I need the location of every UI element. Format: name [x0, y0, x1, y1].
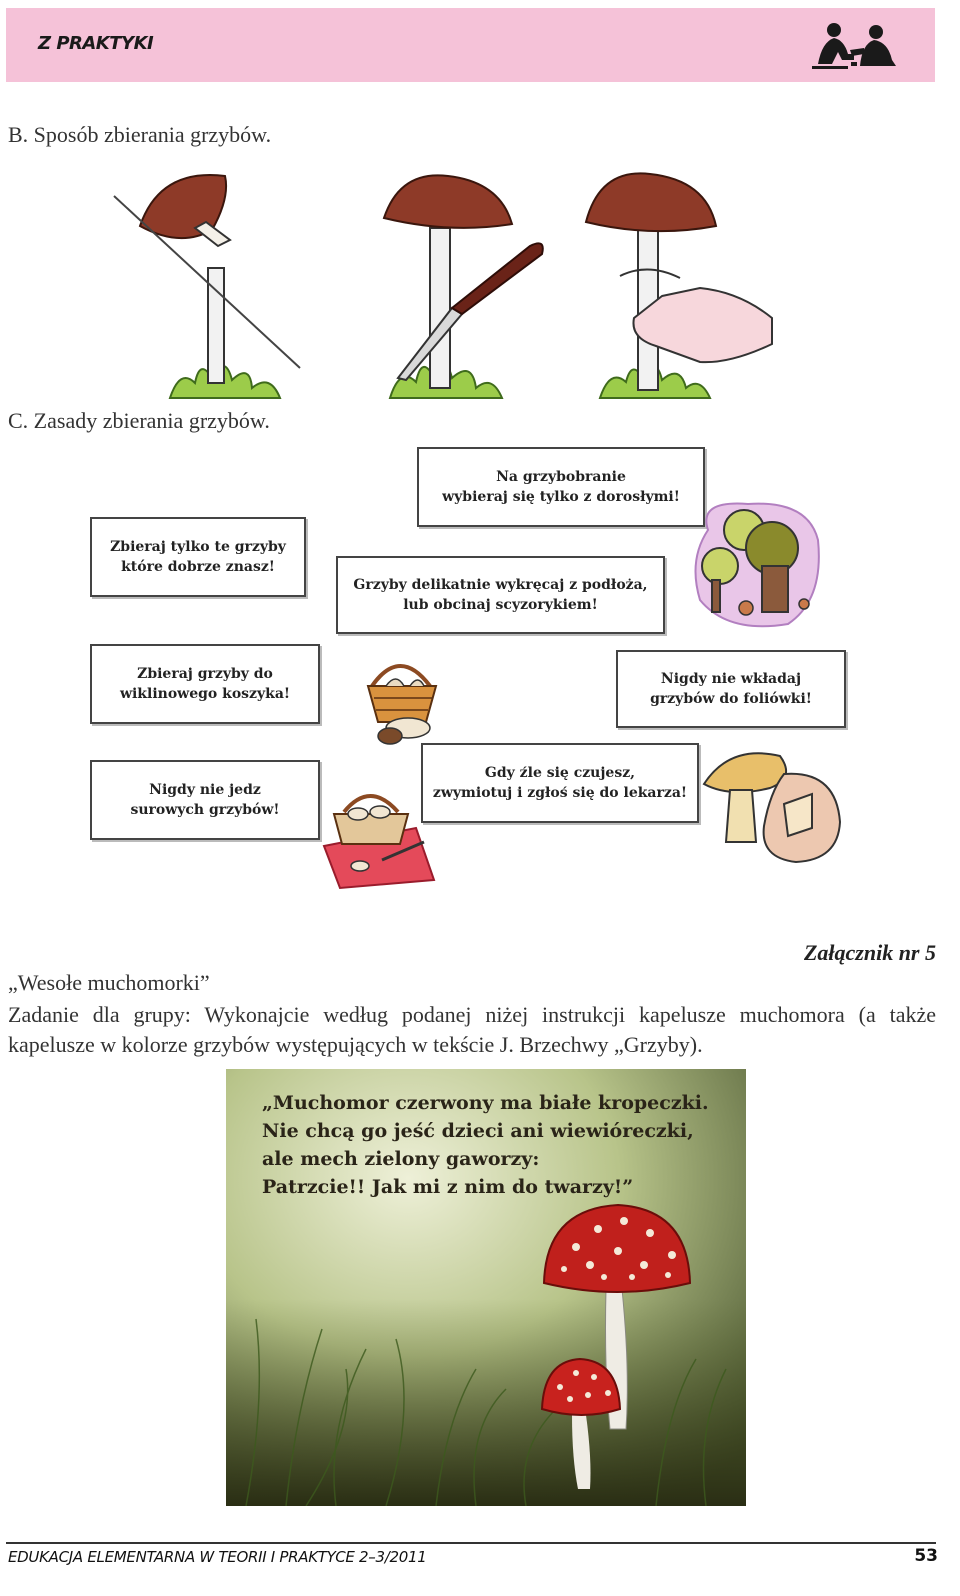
- section-c-heading: C. Zasady zbierania grzybów.: [8, 408, 270, 433]
- fly-agaric-photo: [226, 1069, 746, 1506]
- rule-box: Grzyby delikatnie wykręcaj z podłoża, lub obcinaj scyzorykiem!: [336, 556, 665, 634]
- rule-box: Nigdy nie wkładaj grzybów do foliówki!: [616, 650, 846, 728]
- task-paragraph: Zadanie dla grupy: Wykonajcie według podanej niżej instrukcji kapelusze muchomora (a także kapelusze w kolorze grzybów występujących w tekście J. Brzechwy „Grzyby).: [8, 1002, 936, 1057]
- rule-box: Zbieraj tylko te grzyby które dobrze znasz!: [90, 517, 306, 597]
- children-reading-icon: [808, 20, 900, 70]
- rule-box: Zbieraj grzyby do wiklinowego koszyka!: [90, 644, 320, 724]
- knife-cutting-illustration: [384, 175, 543, 398]
- footer-rule: [6, 1542, 936, 1544]
- forest-trees-illustration: [688, 500, 824, 630]
- mushroom-picking-illustrations: [100, 168, 780, 400]
- attachment-title: „Wesołe muchomorki”: [8, 970, 210, 995]
- journal-title: EDUKACJA ELEMENTARNA W TEORII I PRAKTYCE 2–3/2011: [8, 1548, 427, 1566]
- rule-box: Nigdy nie jedz surowych grzybów!: [90, 760, 320, 840]
- broken-mushroom-illustration: [114, 175, 300, 398]
- wicker-basket-icon: [360, 652, 444, 748]
- picnic-basket-illustration: [320, 784, 438, 892]
- section-b-heading: B. Sposób zbierania grzybów.: [8, 122, 272, 147]
- page-number: 53: [914, 1546, 938, 1566]
- mushrooms-illustration: [700, 744, 844, 868]
- section-title: Z PRAKTYKI: [38, 33, 154, 54]
- rule-box: Gdy źle się czujesz, zwymiotuj i zgłoś się do lekarza!: [421, 743, 699, 823]
- rule-box: Na grzybobranie wybieraj się tylko z dorosłymi!: [417, 447, 705, 527]
- hand-twisting-illustration: [586, 173, 772, 398]
- attachment-label: Załącznik nr 5: [803, 940, 936, 965]
- poem-quote: „Muchomor czerwony ma białe kropeczki. Nie chcą go jeść dzieci ani wiewióreczki, ale mech zielony gaworzy: Patrzcie!! Jak mi z nim do twarzy!”: [262, 1092, 709, 1198]
